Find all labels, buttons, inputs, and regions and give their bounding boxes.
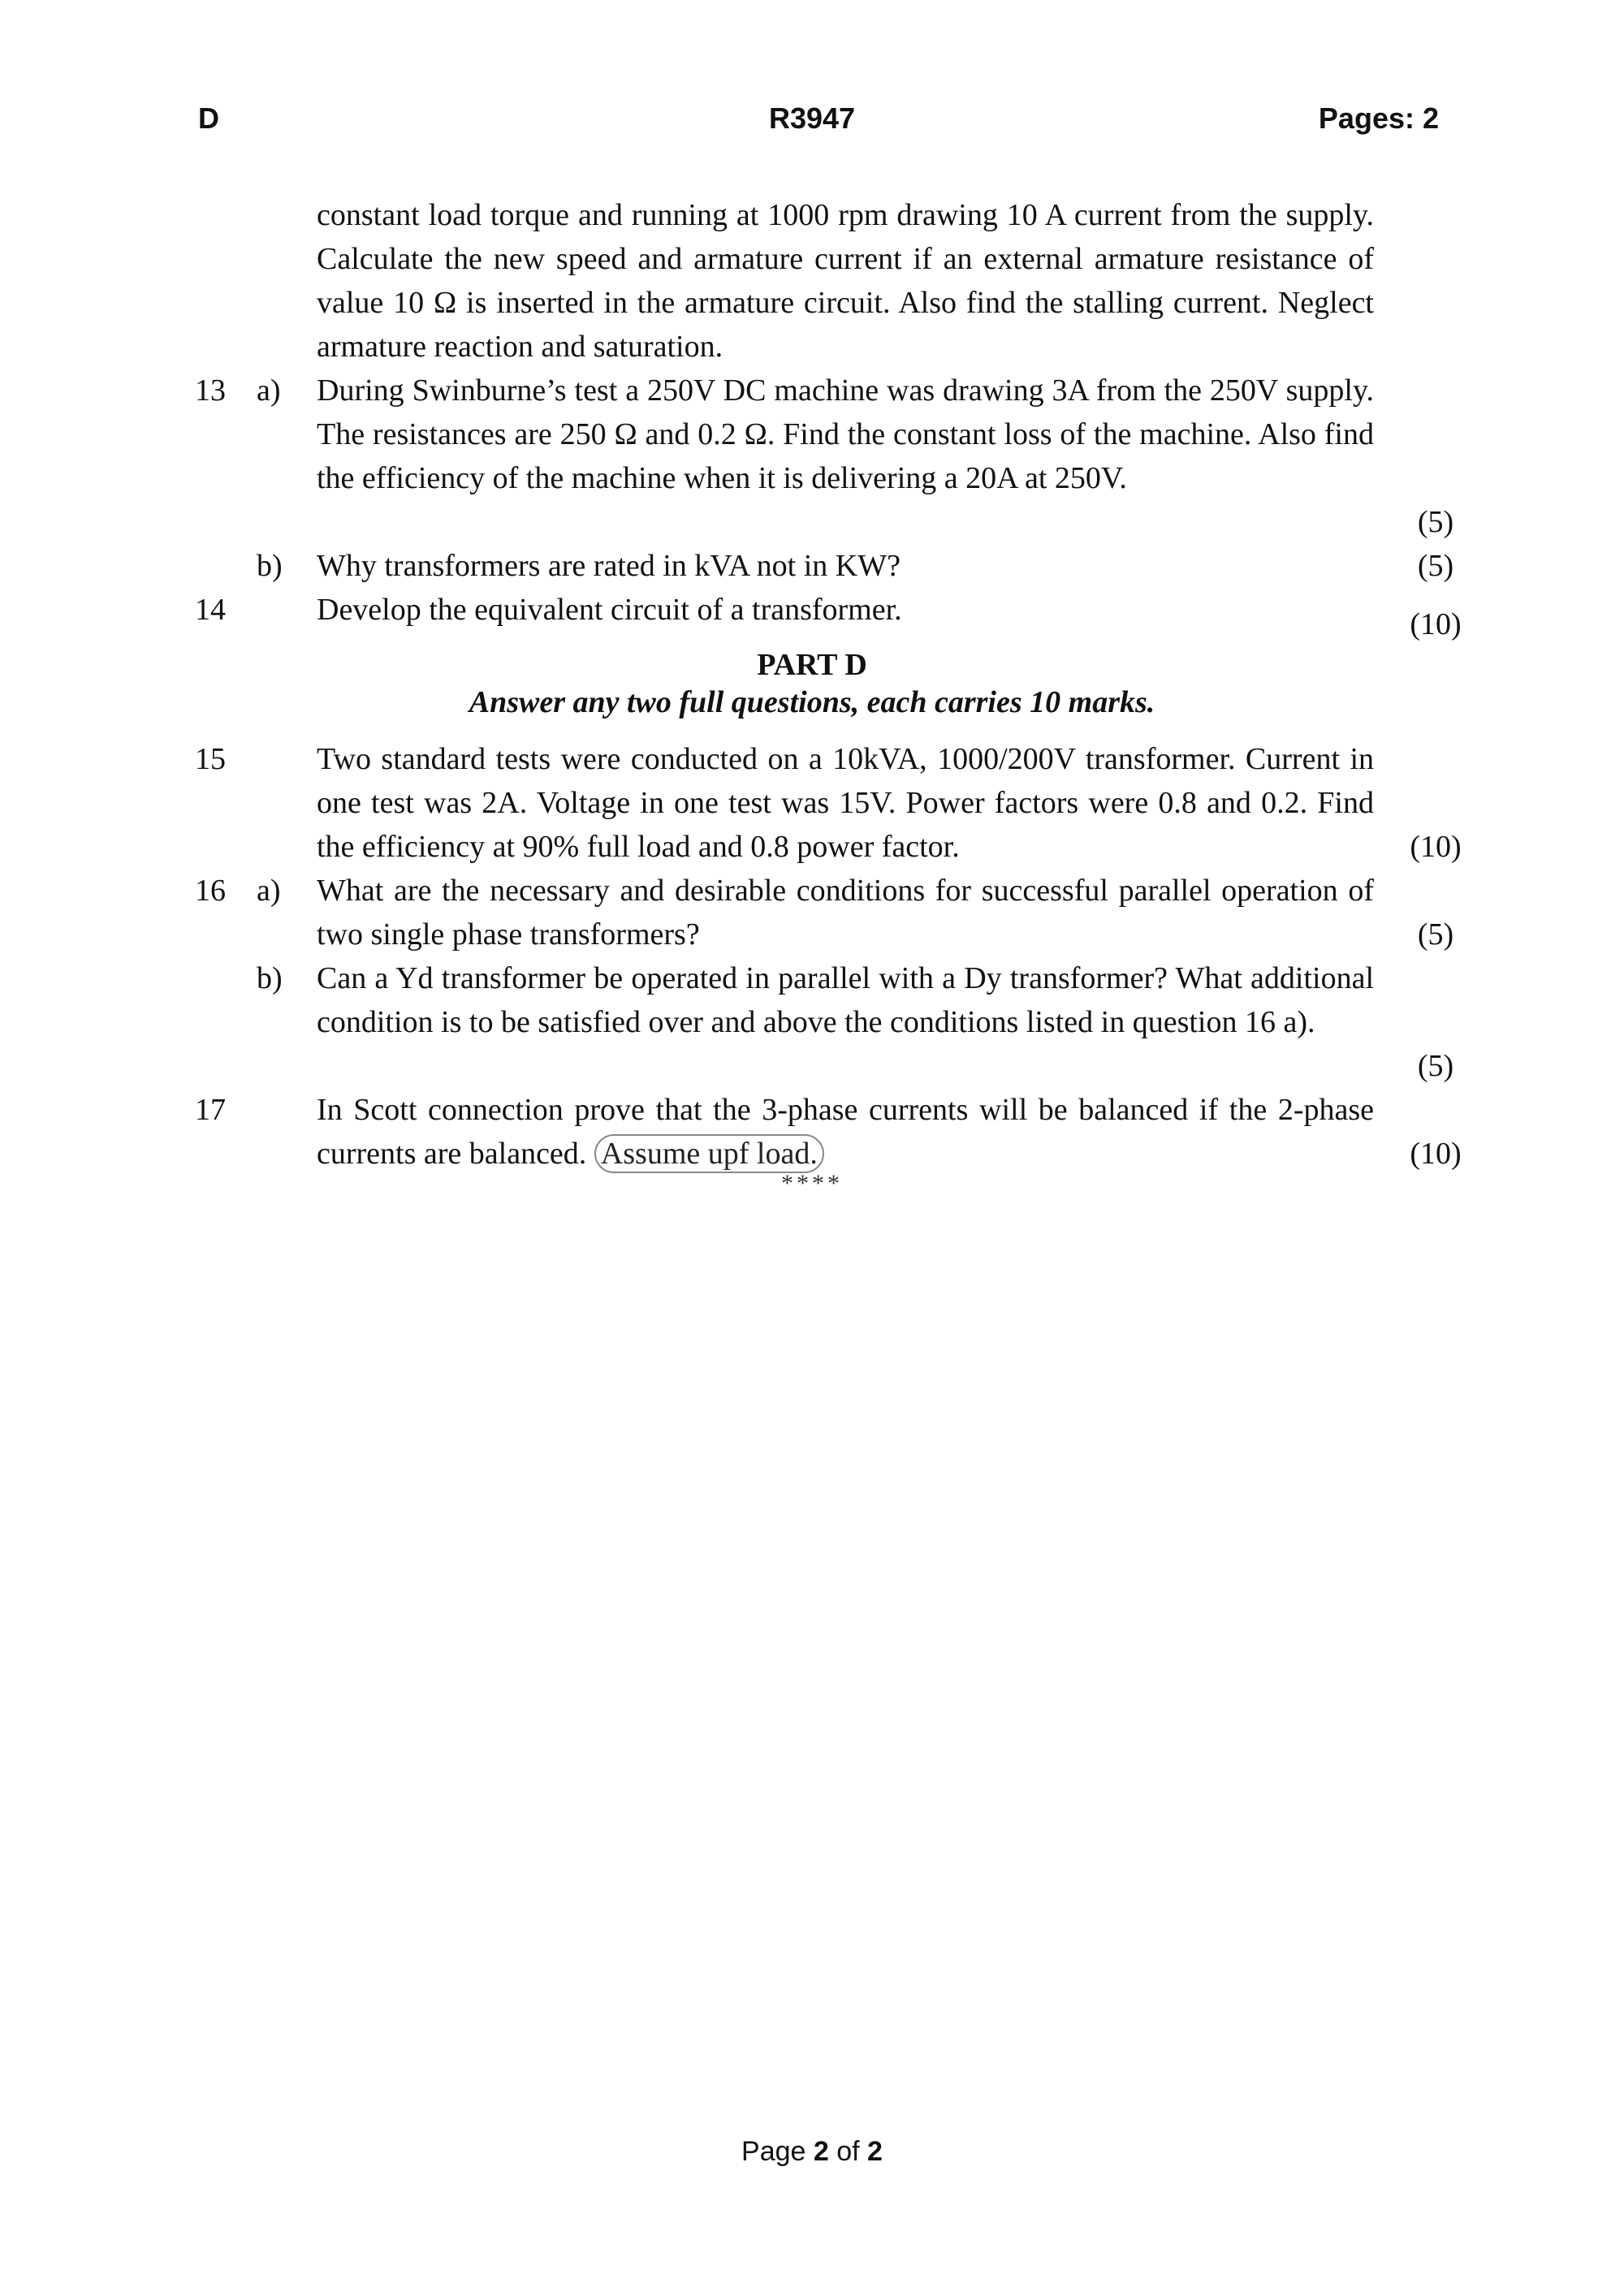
footer-prefix: Page [741,2136,814,2167]
question-sub-label: b) [257,549,283,583]
question-number: 15 [195,742,226,776]
question-text: What are the necessary and desirable conditions for successful parallel operation of two single phase transformers? [317,874,1374,952]
footer-total-pages: 2 [867,2136,883,2167]
question-text: constant load torque and running at 1000 rpm drawing 10 A current from the supply. Calculate the new speed and armature current if an external armature resistance of value 10 Ω is inserted in the armature circuit. Also find the stalling current. Neglect armature reaction and saturation. [317,198,1374,364]
question-marks: (5) [1417,549,1454,583]
header-page-count: Pages: 2 [1318,101,1439,135]
question-sub-label: b) [257,961,283,995]
question-text-body: In Scott connection prove that the 3-phase currents will be balanced if the 2-phase currents are balanced. [317,1093,1374,1171]
question-marks: (5) [1417,917,1454,952]
question-sub-label: a) [257,373,281,408]
footer-current-page: 2 [813,2136,829,2167]
question-sub-label: a) [257,874,281,908]
footer-mid: of [828,2136,868,2167]
question-number: 16 [195,874,226,908]
header-series-code: D [198,101,219,135]
question-marks: (5) [1417,1049,1454,1083]
question-text: During Swinburne’s test a 250V DC machine was drawing 3A from the 250V supply. The resistances are 250 Ω and 0.2 Ω. Find the constant loss of the machine. Also find the efficiency of the machine when it is delivering a 20A at 250V. [317,373,1374,495]
question-text: Two standard tests were conducted on a 10kVA, 1000/200V transformer. Current in one test was 2A. Voltage in one test was 15V. Power factors were 0.8 and 0.2. Find the efficiency at 90% full load and 0.8 power factor. [317,742,1374,864]
page-footer [0,2132,1624,2171]
question-marks: (10) [1410,830,1462,864]
watermark-stamp: Assume upf load. [594,1134,824,1173]
question-text: Can a Yd transformer be operated in parallel with a Dy transformer? What additional condition is to be satisfied over and above the conditions listed in question 16 a). [317,961,1374,1039]
question-number: 17 [195,1093,226,1127]
question-number: 13 [195,373,226,408]
question-text [317,1088,1374,1176]
question-number: 14 [195,593,226,627]
question-marks: (10) [1410,1137,1462,1171]
header-paper-code: R3947 [768,101,856,135]
section-title: PART D [757,648,867,682]
end-marker: **** [781,1170,843,1197]
question-marks: (10) [1410,607,1462,641]
question-marks: (5) [1417,505,1454,539]
question-text: Develop the equivalent circuit of a transformer. [317,593,902,627]
question-text: Why transformers are rated in kVA not in KW? [317,549,901,583]
section-instruction: Answer any two full questions, each carries 10 marks. [469,685,1155,719]
